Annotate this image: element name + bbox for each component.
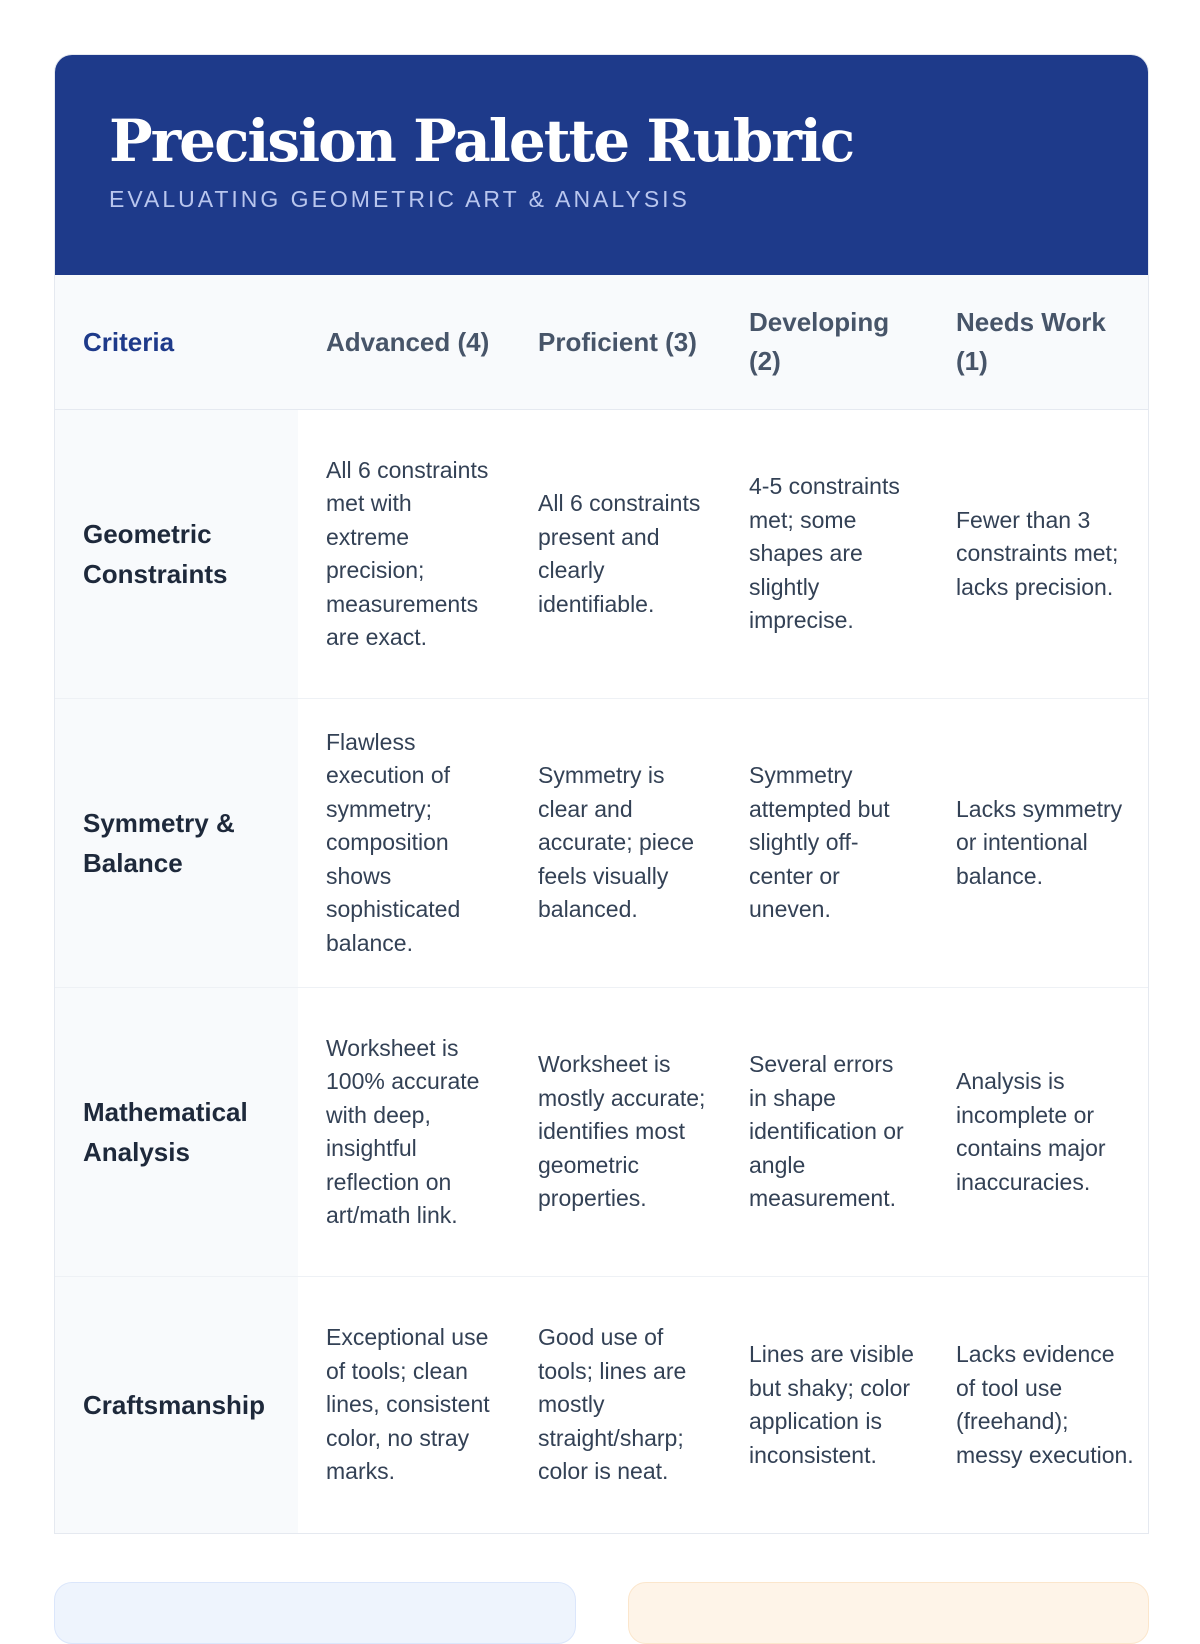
rubric-header	[55, 55, 1148, 275]
criterion-label: Craftsmanship	[55, 1277, 298, 1534]
cell-advanced: Worksheet is 100% accurate with deep, insightful reflection on art/math link.	[298, 988, 510, 1277]
info-panel-blue	[54, 1582, 576, 1644]
cell-developing: 4-5 constraints met; some shapes are slightly imprecise.	[721, 410, 928, 699]
criterion-label: Mathematical Analysis	[55, 988, 298, 1277]
cell-needs-work: Analysis is incomplete or contains major inaccuracies.	[928, 988, 1148, 1277]
column-header-developing: Developing (2)	[721, 275, 928, 410]
table-row	[55, 410, 1148, 699]
rubric-card	[54, 54, 1149, 1534]
cell-proficient: Worksheet is mostly accurate; identifies most geometric properties.	[510, 988, 721, 1277]
criterion-label: Symmetry & Balance	[55, 699, 298, 988]
cell-advanced: Flawless execution of symmetry; composition shows sophisticated balance.	[298, 699, 510, 988]
column-header-proficient: Proficient (3)	[510, 275, 721, 410]
cell-needs-work: Lacks evidence of tool use (freehand); messy execution.	[956, 1341, 1134, 1468]
column-header-criteria: Criteria	[55, 275, 298, 410]
rubric-table	[55, 275, 1148, 1533]
cell-developing: Symmetry attempted but slightly off-center or uneven.	[721, 699, 928, 988]
table-row	[55, 1277, 1148, 1534]
cell-proficient: Good use of tools; lines are mostly straight/sharp; color is neat.	[538, 1324, 687, 1485]
criterion-label: Geometric Constraints	[55, 410, 298, 699]
info-panel-orange	[628, 1582, 1149, 1644]
page-subtitle: EVALUATING GEOMETRIC ART & ANALYSIS	[109, 185, 690, 212]
table-header-row	[55, 275, 1148, 410]
cell-advanced: All 6 constraints met with extreme precision; measurements are exact.	[298, 410, 510, 699]
cell-proficient: Symmetry is clear and accurate; piece feels visually balanced.	[510, 699, 721, 988]
cell-needs-work: Fewer than 3 constraints met; lacks precision.	[928, 410, 1148, 699]
cell-developing: Several errors in shape identification or angle measurement.	[721, 988, 928, 1277]
page-title: Precision Palette Rubric	[109, 107, 854, 175]
cell-developing: Lines are visible but shaky; color application is inconsistent.	[749, 1341, 914, 1468]
column-header-advanced: Advanced (4)	[298, 275, 510, 410]
cell-proficient: All 6 constraints present and clearly identifiable.	[510, 410, 721, 699]
table-row	[55, 988, 1148, 1277]
cell-advanced: Exceptional use of tools; clean lines, consistent color, no stray marks.	[326, 1324, 490, 1485]
column-header-needs-work: Needs Work (1)	[928, 275, 1148, 410]
table-row	[55, 699, 1148, 988]
cell-needs-work: Lacks symmetry or intentional balance.	[928, 699, 1148, 988]
